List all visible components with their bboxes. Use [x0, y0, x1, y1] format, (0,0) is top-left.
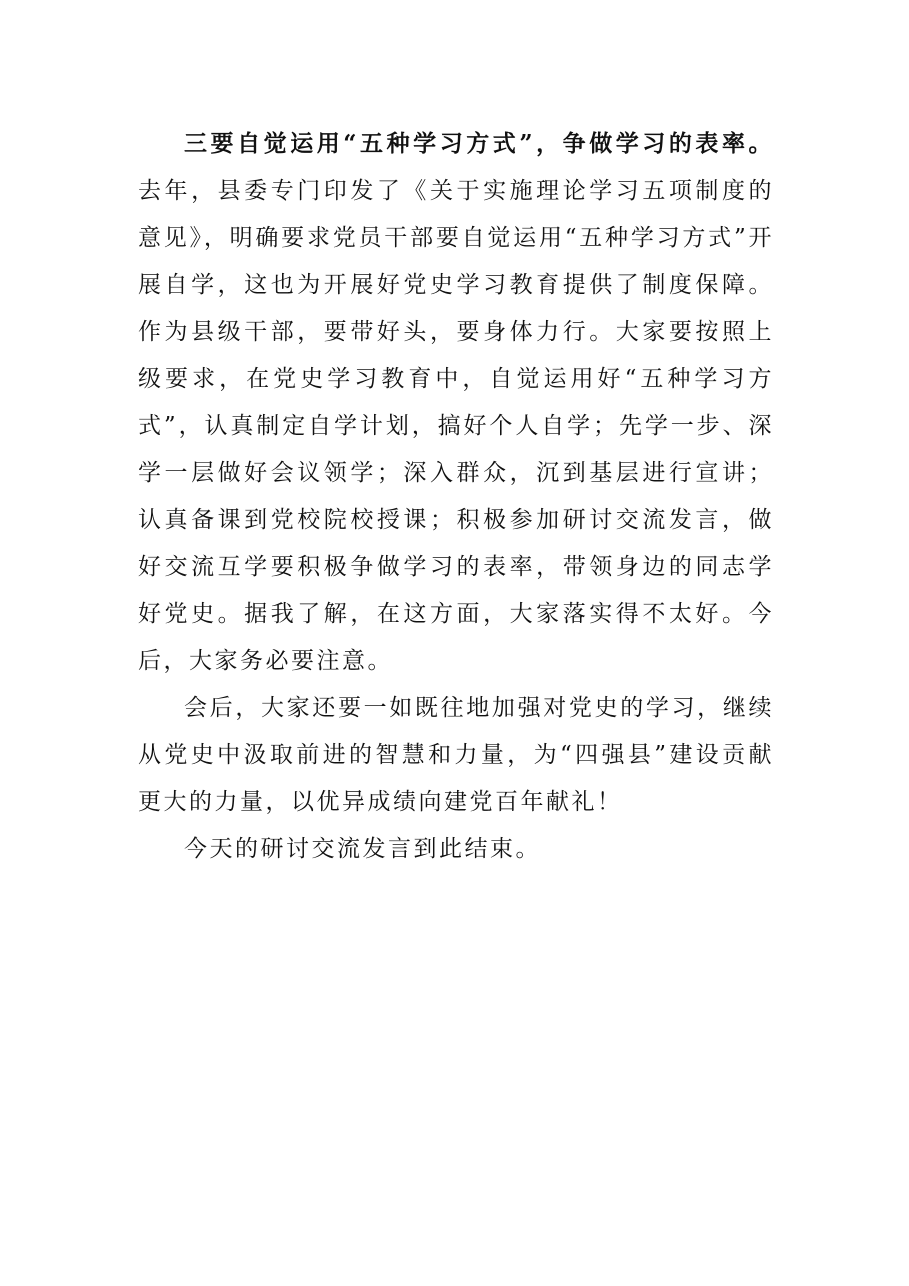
paragraph-text: 去年，县委专门印发了《关于实施理论学习五项制度的意见》，明确要求党员干部要自觉运用“五种学习方式”开展自学，这也为开展好党史学习教育提供了制度保障。作为县级干部，要带好头，要身体力行。大家要按照上级要求，在党史学习教育中，自觉运用好“五种学习方式”，认真制定自学计划，搞好个人自学；先学一步、深学一层做好会议领学；深入群众，沉到基层进行宣讲；认真备课到党校院校授课；积极参加研讨交流发言，做好交流互学要积极争做学习的表率，带领身边的同志学好党史。据我了解，在这方面，大家落实得不太好。今后，大家务必要注意。 — [138, 178, 774, 674]
paragraph-heading: 三要自觉运用“五种学习方式”，争做学习的表率。 — [184, 130, 774, 157]
paragraph-after-meeting — [138, 685, 774, 826]
paragraph-text: 会后，大家还要一如既往地加强对党史的学习，继续从党史中汲取前进的智慧和力量，为“四强县”建设贡献更大的力量，以优异成绩向建党百年献礼！ — [138, 695, 774, 815]
document-body — [138, 120, 774, 873]
paragraph-closing — [138, 826, 774, 873]
paragraph-study-methods — [138, 120, 774, 685]
paragraph-text: 今天的研讨交流发言到此结束。 — [184, 836, 541, 862]
